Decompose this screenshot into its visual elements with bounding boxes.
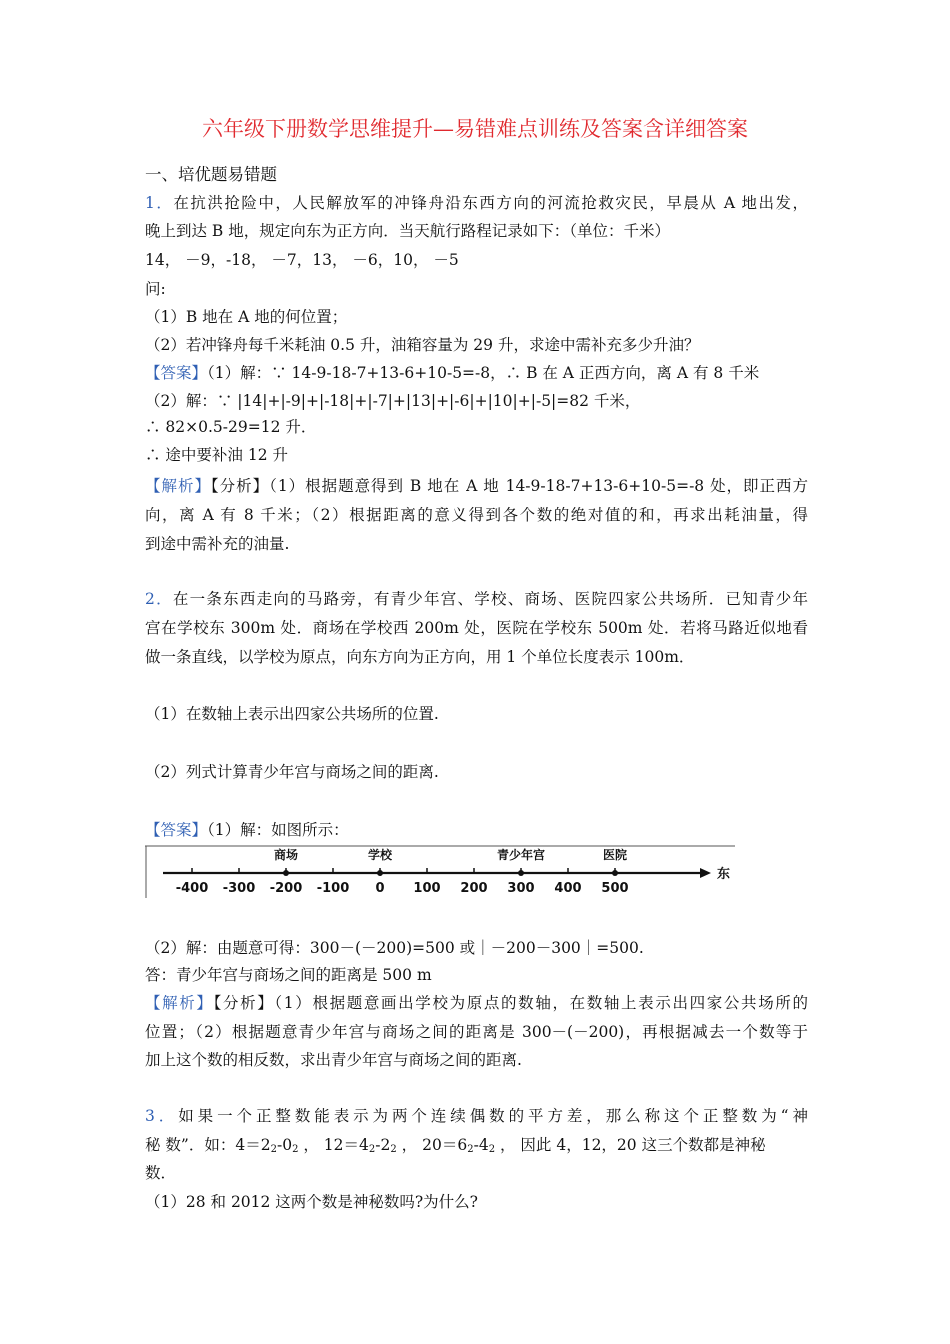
place-label: 医院 [602,848,628,862]
q1-answer4: ∴ 途中要补油 12 升 [145,446,289,464]
place-point [518,870,524,876]
q3-line2: 秘 数”．如：$4=2^2-0^2$ ， $12=4^2-2^2$ ， $20=6^2-4^2$ ， 因此 4，12，20 这三个数都是神秘 [145,1136,766,1155]
page-title: 六年级下册数学思维提升—易错难点训练及答案含详细答案 [202,117,748,141]
tick-label: 500 [601,881,629,896]
q1-analysis1: 【解析】【分析】（1）根据题意得到 B 地在 A 地 14-9-18-7+13-6+10-5=-8 处，即正西方 [145,477,808,495]
section-heading: 一、培优题易错题 [145,165,277,184]
q2-line1: 2．在一条东西走向的马路旁，有青少年宫、学校、商场、医院四家公共场所．已知青少年 [145,590,808,608]
q3-line3: 数． [145,1164,177,1182]
q2-analysis1: 【解析】【分析】（1）根据题意画出学校为原点的数轴，在数轴上表示出四家公共场所的 [145,994,808,1012]
answer-tag: 【答案】 [145,821,208,839]
direction-label: 东 [717,867,731,882]
place-point [377,870,383,876]
place-label: 青少年宫 [496,848,546,862]
q2-analysis3: 加上这个数的相反数，求出青少年宫与商场之间的距离. [145,1051,522,1069]
tick-label: 0 [375,881,385,896]
tick-label: 100 [413,881,441,896]
q1-line1: 1．在抗洪抢险中，人民解放军的冲锋舟沿东西方向的河流抢救灾民，早晨从 A 地出发， [145,194,808,212]
q1-line2: 晚上到达 B 地，规定向东为正方向．当天航行路程记录如下：（单位：千米） [145,222,670,240]
q3-part1: （1）28 和 2012 这两个数是神秘数吗?为什么? [145,1193,478,1211]
q2-part2: （2）列式计算青少年宫与商场之间的距离. [145,763,439,781]
tick-label: 300 [507,881,535,896]
place-label: 商场 [273,848,299,862]
place-point [612,870,618,876]
q1-part1: （1）B 地在 A 地的何位置； [145,308,348,326]
tick-label: -300 [222,881,256,896]
q3-line1: 3．如果一个正整数能表示为两个连续偶数的平方差，那么称这个正整数为“神 [145,1107,808,1125]
q2-answer1: 【答案】（1）解：如图所示： [145,821,349,839]
tick-label: -400 [175,881,209,896]
place-label: 学校 [367,848,393,862]
q1-answer2: （2）解：∵ |14|+|-9|+|-18|+|-7|+|13|+|-6|+|10|+|-5|=82 千米， [145,392,641,410]
place-point [283,870,289,876]
q3-number: 3． [145,1107,179,1125]
q1-answer3: ∴ 82×0.5-29=12 升． [145,418,317,436]
axis-arrow-icon [700,868,711,878]
q1-number: 1． [145,194,174,212]
analysis-tag: 【解析】 [145,994,214,1012]
q2-answer3: 答：青少年宫与商场之间的距离是 500 m [145,966,432,984]
q1-answer1: 【答案】（1）解：∵ 14-9-18-7+13-6+10-5=-8，∴ B 在 A 正西方向，离 A 有 8 千米 [145,364,760,382]
q2-number: 2． [145,590,173,608]
answer-tag: 【答案】 [145,364,208,382]
q2-line3: 做一条直线，以学校为原点，向东方向为正方向，用 1 个单位长度表示 100m． [145,648,695,666]
q1-analysis2: 向，离 A 有 8 千米；（2）根据距离的意义得到各个数的绝对值的和，再求出耗油量，得 [145,506,808,524]
analysis-tag: 【解析】 [145,477,211,495]
q2-analysis2: 位置；（2）根据题意青少年宫与商场之间的距离是 300－(－200)，再根据减去一个数等于 [145,1023,808,1041]
q1-analysis3: 到途中需补充的油量. [145,535,290,553]
number-line-figure [145,845,735,899]
q2-line2: 宫在学校东 300m 处．商场在学校西 200m 处，医院在学校东 500m 处．若将马路近似地看 [145,619,808,637]
q1-ask: 问: [145,280,166,298]
tick-label: 400 [554,881,582,896]
q2-answer2: （2）解：由题意可得：300－(－200)=500 或｜－200－300｜=500. [145,939,644,957]
q1-part2: （2）若冲锋舟每千米耗油 0.5 升，油箱容量为 29 升，求途中需补充多少升油？ [145,336,700,354]
tick-label: -100 [316,881,350,896]
tick-label: 200 [460,881,488,896]
tick-label: -200 [269,881,303,896]
q2-part1: （1）在数轴上表示出四家公共场所的位置. [145,705,439,723]
q1-record: 14， －9，-18， －7，13， －6，10， －5 [145,251,459,269]
